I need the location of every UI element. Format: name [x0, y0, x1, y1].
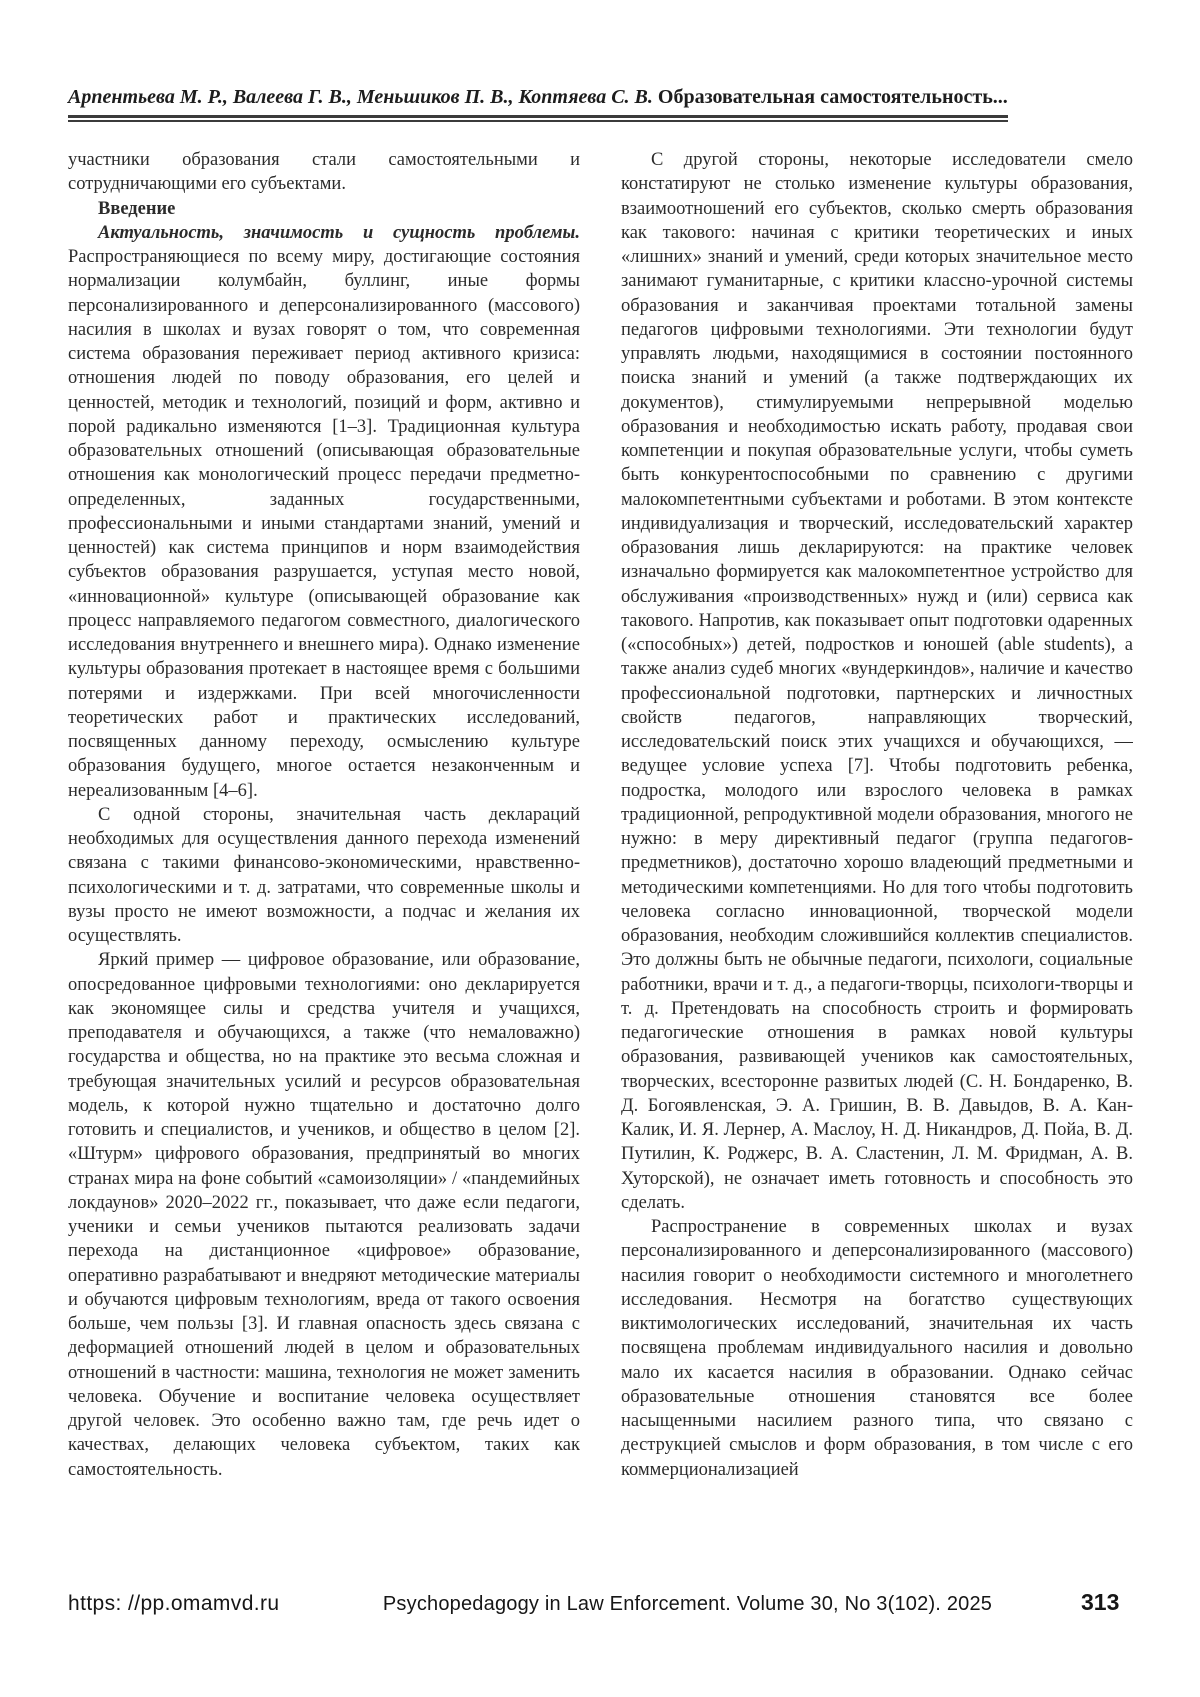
running-head [68, 86, 1008, 122]
header-rule-top [68, 115, 1008, 118]
running-head-title: Образовательная самостоятельность... [657, 86, 1008, 108]
text-run: С одной стороны, значительная часть деклараций необходимых для осуществления данного перехода изменений связана с такими финансово-экономическими, нравственно-психологическими и т. д. затратами, что современные школы и вузы просто не имеют возможности, а подчас и желания их осуществлять. [68, 804, 580, 946]
page-footer [68, 1589, 1133, 1616]
text-run: Введение [98, 198, 176, 219]
paragraph [68, 197, 580, 221]
body-columns [68, 148, 1133, 1554]
paragraph [68, 803, 580, 949]
paragraph [68, 148, 580, 197]
text-run: Распространяющиеся по всему миру, достигающие состояния нормализации колумбайн, буллинг, иные формы персонализированного и деперсонализированного (массового) насилия в школах и вузах говорят о том, что современная система образования переживает период активного кризиса: отношения людей по поводу образования, его целей и ценностей, методик и технологий, позиций и форм, активно и порой радикально изменяются [1–3]. Традиционная культура образовательных отношений (описывающая образовательные отношения как монологический процесс передачи предметно-определенных, заданных государственными, профессиональными и иными стандартами знаний, умений и ценностей) как система принципов и норм взаимодействия субъектов образования разрушается, уступая место новой, «инновационной» культуре (описывающей образование как процесс направляемого педагогом совместного, диалогического исследования внутреннего и внешнего мира). Однако изменение культуры образования протекает в настоящее время с большими потерями и издержками. При всей многочисленности теоретических работ и практических исследований, посвященных данному переходу, осмыслению культуре образования будущего, многое остается незаконченным и нереализованным [4–6]. [68, 247, 580, 801]
paragraph [68, 948, 580, 1482]
paragraph [621, 148, 1133, 1215]
text-run: Актуальность, значимость и сущность проблемы. [98, 222, 580, 243]
text-run: Яркий пример — цифровое образование, или образование, опосредованное цифровыми технологиями: оно декларируется как экономящее силы и средства учителя и учащихся, преподавателя и обучающихся, а также (что немаловажно) государства и общества, но на практике это весьма сложная и требующая значительных усилий и ресурсов образовательная модель, к которой нужно тщательно и достаточно долго готовить и специалистов, и учеников, и общество в целом [2]. «Штурм» цифрового образования, предпринятый во многих странах мира на фоне событий «самоизоляции» / «пандемийных локдаунов» 2020–2022 гг., показывает, что даже если педагоги, ученики и семьи учеников пытаются реализовать задачи перехода на дистанционное «цифровое» образование, оперативно разрабатывают и внедряют методические материалы и обучаются цифровым технологиям, вреда от такого освоения больше, чем пользы [3]. И главная опасность здесь связана с деформацией отношений людей в целом и образовательных отношений в частности: машина, технология не может заменить человека. Обучение и воспитание человека осуществляет другой человек. Это особенно важно там, где речь идет о качествах, делающих человека субъектом, таких как самостоятельность. [68, 950, 580, 1480]
running-head-text [68, 86, 1008, 109]
header-rule-bottom [68, 120, 1008, 122]
text-run: С другой стороны, некоторые исследователи смело констатируют не столько изменение культуры образования, взаимоотношений его субъектов, сколько смерть образования как такового: начиная с критики теоретических и иных «лишних» знаний и умений, среди которых значительное место занимают гуманитарные, с критики классно-урочной системы образования и заканчивая проектами тотальной замены педагогов цифровыми технологиями. Эти технологии будут управлять людьми, находящимися в состоянии постоянного поиска знаний и умений (а также подтверждающих их документов), стимулируемыми непрерывной моделью образования и необходимостью искать работу, продавая свои компетенции и покупая образовательные услуги, чтобы суметь быть конкурентоспособными по сравнению с другими малокомпетентными субъектами и роботами. В этом контексте индивидуализация и творческий, исследовательский характер образования лишь декларируются: на практике человек изначально формируется как малокомпетентное устройство для обслуживания «производственных» нужд и (или) сервиса как такового. Напротив, как показывает опыт подготовки одаренных («способных») детей, подростков и юношей (able students), а также анализ судеб многих «вундеркиндов», наличие и качество профессиональной подготовки, партнерских и личностных свойств педагогов, направляющих творческий, исследовательский поиск этих учащихся и обучающихся, — ведущее условие успеха [7]. Чтобы подготовить ребенка, подростка, молодого или взрослого человека в рамках традиционной, репродуктивной модели образования, многого не нужно: в меру директивный педагог (группа педагогов-предметников), достаточно хорошо владеющий предметными и методическими компетенциями. Но для того чтобы подготовить человека согласно инновационной, творческой модели образования, необходим сложившийся коллектив специалистов. Это должны быть не обычные педагоги, психологи, социальные работники, врачи и т. д., а педагоги-творцы, психологи-творцы и т. д. Претендовать на способность строить и формировать педагогические отношения в рамках новой культуры образования, развивающей учеников как самостоятельных, творческих, всесторонне развитых людей (С. Н. Бондаренко, В. Д. Богоявленская, Э. А. Гришин, В. В. Давыдов, В. А. Кан-Калик, И. Я. Лернер, А. Маслоу, Н. Д. Никандров, Д. Пойа, В. Д. Путилин, К. Роджерс, В. А. Сластенин, Л. М. Фридман, А. В. Хуторской), не означает иметь готовность и способность это сделать. [621, 150, 1133, 1213]
text-column-right [621, 148, 1133, 1554]
text-run: участники образования стали самостоятельными и сотрудничающими его субъектами. [68, 150, 580, 195]
text-run: Распространение в современных школах и вузах персонализированного и деперсонализированного (массового) насилия говорит о необходимости системного и многолетнего исследования. Несмотря на богатство существующих виктимологических исследований, значительная их часть посвящена проблемам индивидуального насилия и довольно мало их касается насилия в образовании. Однако сейчас образовательные отношения становятся все более насыщенными насилием разного типа, что связано с деструкцией смыслов и форм образования, в том числе с его коммерционализацией [621, 1217, 1133, 1480]
journal-url: https: //pp.omamvd.ru [68, 1592, 280, 1615]
text-column-left [68, 148, 580, 1554]
page-number: 313 [1081, 1589, 1120, 1615]
running-head-authors: Арпентьева М. Р., Валеева Г. В., Меньшиков П. В., Коптяева С. В. [68, 86, 658, 108]
paragraph [68, 221, 580, 803]
paragraph [621, 1215, 1133, 1482]
journal-volume-line: Psychopedagogy in Law Enforcement. Volume 30, No 3(102). 2025 [382, 1593, 993, 1615]
